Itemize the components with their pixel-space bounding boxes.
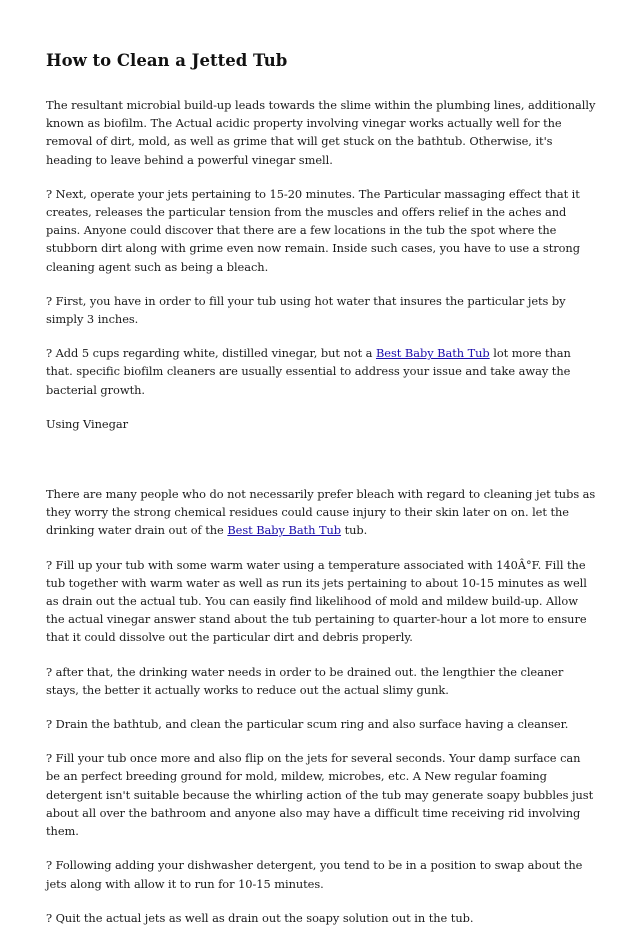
paragraph-warm-water: ? Fill up your tub with some warm water using a temperature associated with 140Â°F. Fill the tub together with warm water as well as run its jets pertaining to about 10-15 minutes as well as drain out the actual tub. You can easily find likelihood of mold and mildew build-up. Allow the actual vinegar answer stand about the tub pertaining to quarter-hour a lot more to ensure that it could dissolve out the particular dirt and debris properly. [46,557,587,645]
paragraph-fill-again: ? Fill your tub once more and also flip on the jets for several seconds. Your damp surface can be an perfect breeding ground for mold, mildew, microbes, etc. A New regular foaming detergent isn't suitable because the whirling action of the tub may generate soapy bubbles just about all over the bathroom and anyone also may have a difficult time receiving rid involving them. [46,751,594,839]
paragraph-add-vinegar-end: lot more than that. specific biofilm cleaners are usually essential to address your issue and take away the bacterial growth. [46,346,571,397]
document-page [46,50,596,943]
paragraph-intro: The resultant microbial build-up leads towards the slime within the plumbing lines, additionally known as biofilm. The Actual acidic property involving vinegar works actually well for the removal of dirt, mold, as well as grime that will get stuck on the bathtub. Otherwise, it's heading to leave behind a powerful vinegar smell. [46,98,596,167]
best-baby-bath-tub-link-2[interactable]: Best Baby Bath Tub [227,523,342,538]
paragraph-drain-water: ? after that, the drinking water needs in order to be drained out. the lengthier the cleaner stays, the better it actually works to reduce out the actual slimy gunk. [46,664,564,697]
paragraph-bleach-concern-start: There are many people who do not necessarily prefer bleach with regard to cleaning jet tubs as they worry the strong chemical residues could cause injury to their skin later on on. let the drinking water drain out of the [46,487,596,538]
paragraph-quit-jets: ? Quit the actual jets as well as drain out the soapy solution out in the tub. [46,910,474,925]
paragraph-add-vinegar-start: ? Add 5 cups regarding white, distilled vinegar, but not a [46,346,376,361]
paragraph-drain-bathtub: ? Drain the bathtub, and clean the particular scum ring and also surface having a cleanser. [46,717,569,732]
paragraph-add-vinegar [46,344,596,399]
paragraph-dishwasher-detergent: ? Following adding your dishwasher detergent, you tend to be in a position to swap about the jets along with allow it to run for 10-15 minutes. [46,858,583,891]
page-title: How to Clean a Jetted Tub [46,51,288,70]
paragraph-bleach-concern-end: tub. [341,523,368,538]
paragraph-run-jets: ? Next, operate your jets pertaining to 15-20 minutes. The Particular massaging effect that it creates, releases the particular tension from the muscles and offers relief in the aches and pains. Anyone could discover that there are a few locations in the tub the spot where the stubborn dirt along with grime even now remain. Inside such cases, you have to use a strong cleaning agent such as being a bleach. [46,186,580,274]
best-baby-bath-tub-link[interactable]: Best Baby Bath Tub [375,346,490,361]
paragraph-fill-tub: ? First, you have in order to fill your tub using hot water that insures the particular jets by simply 3 inches. [46,293,566,327]
section-heading-using-vinegar: Using Vinegar [46,416,128,431]
paragraph-bleach-concern [46,485,596,540]
